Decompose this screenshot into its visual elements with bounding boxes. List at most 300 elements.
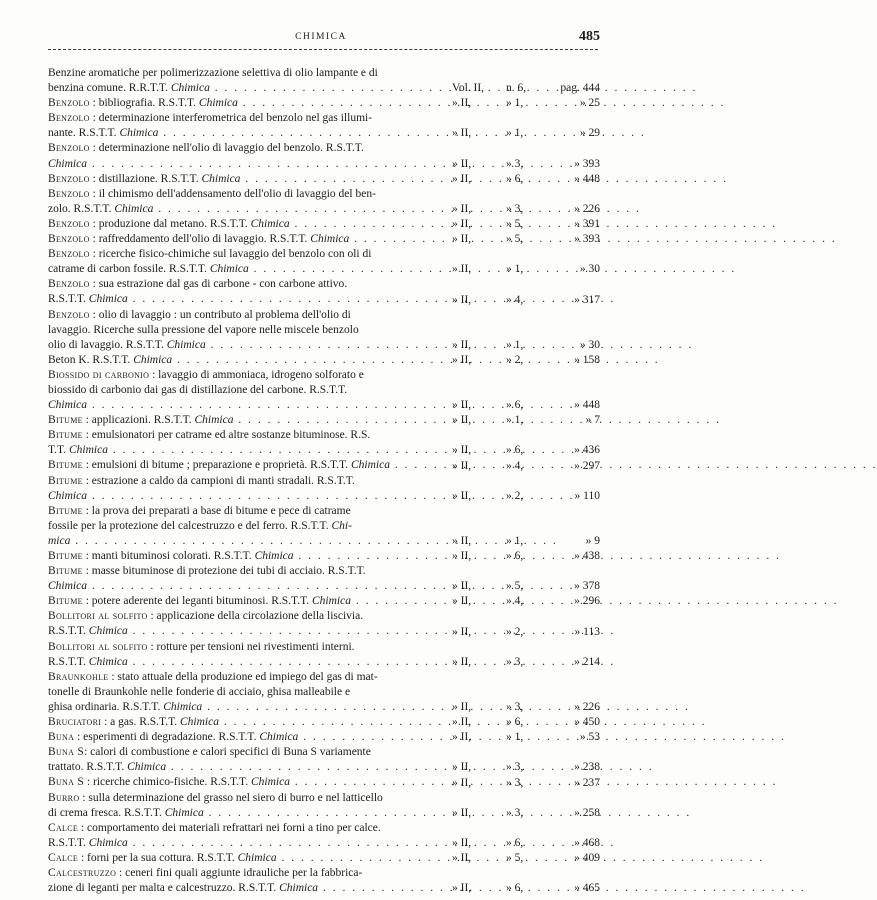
- entry-keyword: Calce: [48, 821, 79, 834]
- volume-ref: » II,: [452, 595, 472, 608]
- index-entry: [48, 715, 600, 730]
- issue-ref: » 3,: [506, 776, 524, 789]
- volume-ref: » II,: [452, 218, 472, 231]
- entry-text: [48, 866, 446, 896]
- entry-reference: [450, 413, 600, 428]
- entry-line: [48, 398, 446, 413]
- entry-line: Biossido di carbonio : lavaggio di ammoniaca, idrogeno solforato e: [48, 368, 364, 381]
- entry-line: benzina comune. R.R.T.T. Chimica . . .: [62, 81, 446, 96]
- volume-ref: » II,: [452, 157, 472, 170]
- entry-keyword: Benzolo: [48, 97, 90, 110]
- entry-reference: [450, 398, 600, 413]
- entry-keyword: Buna S: [48, 776, 85, 789]
- entry-text: [48, 111, 446, 141]
- page-ref: » 53: [579, 731, 600, 744]
- header-rule: [48, 49, 598, 50]
- issue-ref: » 3,: [506, 761, 524, 774]
- volume-ref: » II,: [452, 836, 472, 849]
- volume-ref: » II,: [452, 233, 472, 246]
- page-ref: » 238: [574, 761, 600, 774]
- entry-line: [48, 534, 446, 549]
- entry-text: [48, 851, 446, 866]
- entry-keyword: Benzolo: [48, 233, 90, 246]
- entry-text: [48, 821, 446, 851]
- page-ref: » 450: [574, 716, 600, 729]
- entry-text: [48, 609, 446, 639]
- volume-ref: » II,: [452, 731, 472, 744]
- journal-name: Chimica: [250, 776, 290, 789]
- journal-name: Chimica: [198, 97, 238, 110]
- index-entry: [48, 247, 600, 277]
- entry-line: zione di leganti per malta e calcestruzzo. R.S.T.T. Chimica . . .: [62, 881, 446, 896]
- entry-line: Buna : esperimenti di degradazione. R.S.T.T. Chimica . . .: [62, 730, 446, 745]
- volume-ref: » II,: [452, 716, 472, 729]
- journal-name: Chimica: [250, 217, 290, 230]
- journal-name: Chimica: [209, 263, 249, 276]
- page-ref: » 226: [574, 701, 600, 714]
- entry-line: R.S.T.T. Chimica . . .: [62, 624, 446, 639]
- volume-ref: » II,: [452, 776, 472, 789]
- entry-line: lavaggio. Ricerche sulla pressione del vapore nelle miscele benzolo: [48, 323, 359, 336]
- page-ref: pag. 444: [560, 82, 600, 95]
- journal-name: Chimica: [201, 172, 241, 185]
- issue-ref: » 3,: [506, 806, 524, 819]
- index-entry: [48, 368, 600, 413]
- issue-ref: » 1,: [506, 731, 524, 744]
- entry-line: Calce : forni per la sua cottura. R.S.T.T. Chimica . . .: [62, 851, 446, 866]
- issue-ref: » 1,: [506, 414, 524, 427]
- volume-ref: » II,: [452, 127, 472, 140]
- entry-line: Benzolo : ricerche fisico-chimiche sul lavaggio del benzolo con oli di: [48, 248, 372, 261]
- journal-name: Chimica: [350, 459, 390, 472]
- entry-keyword: Buna S: [48, 746, 85, 759]
- entry-reference: [450, 338, 600, 353]
- entry-line: catrame di carbon fossile. R.S.T.T. Chimica . . .: [62, 262, 446, 277]
- issue-ref: » 6,: [506, 399, 524, 412]
- entry-reference: [450, 172, 600, 187]
- issue-ref: » 1,: [506, 338, 524, 351]
- entry-reference: [450, 700, 600, 715]
- entry-reference: [450, 217, 600, 232]
- entry-text: [48, 66, 446, 96]
- entry-keyword: Benzolo: [48, 187, 90, 200]
- volume-ref: » II,: [452, 97, 472, 110]
- entry-reference: [450, 293, 600, 308]
- entry-line: T.T. Chimica . . .: [62, 443, 446, 458]
- index-entry: [48, 564, 600, 594]
- journal-name: Chimica: [88, 655, 128, 668]
- index-entry: [48, 549, 600, 564]
- entry-line: Bitume : la prova dei preparati a base di bitume e pece di catrame: [48, 504, 351, 517]
- page-ref: » 378: [574, 580, 600, 593]
- journal-name: Chimica: [88, 293, 128, 306]
- entry-line: Bitume : manti bituminosi colorati. R.S.T.T. Chimica . . .: [62, 549, 446, 564]
- entry-text: [48, 141, 446, 171]
- issue-ref: » 6,: [506, 716, 524, 729]
- page-ref: » 113: [574, 625, 600, 638]
- entry-text: [48, 247, 446, 277]
- volume-ref: » II,: [452, 353, 472, 366]
- entry-keyword: Benzolo: [48, 308, 90, 321]
- page-ref: » 258: [574, 806, 600, 819]
- volume-ref: » II,: [452, 263, 472, 276]
- entry-line: Benzine aromatiche per polimerizzazione selettiva di olio lampante e di: [48, 67, 378, 79]
- journal-name: Chimica: [164, 806, 204, 819]
- issue-ref: » 1,: [506, 535, 524, 547]
- index-entry: [48, 413, 600, 428]
- entry-line: Benzolo : determinazione nell'olio di lavaggio del benzolo. R.S.T.T.: [48, 142, 364, 155]
- entry-keyword: Benzolo: [48, 172, 90, 185]
- index-entry: [48, 308, 600, 353]
- journal-name: Chimica: [180, 716, 219, 729]
- index-entry: [48, 428, 600, 458]
- journal-name: Chimica: [88, 836, 128, 849]
- entry-reference: [450, 715, 600, 730]
- page-ref: » 436: [574, 444, 600, 457]
- journal-name: Chimica: [170, 82, 210, 95]
- page-ref: » 9: [585, 535, 600, 547]
- volume-ref: » II,: [452, 172, 472, 185]
- issue-ref: » 3,: [506, 202, 524, 215]
- page-ref: » 214: [574, 655, 600, 668]
- volume-ref: » II,: [452, 399, 472, 412]
- volume-ref: » II,: [452, 459, 472, 472]
- index-entry: [48, 791, 600, 821]
- journal-name: Chimica: [310, 233, 350, 246]
- page-ref: » 448: [574, 172, 600, 185]
- page-ref: » 409: [574, 851, 600, 864]
- entry-text: [48, 715, 446, 730]
- journal-name: Chimica: [312, 595, 351, 608]
- entry-line: Burro : sulla determinazione del grasso nel siero di burro e nel latticello: [48, 791, 383, 804]
- entry-line: Bitume : potere aderente dei leganti bituminosi. R.S.T.T. Chimica . . .: [62, 594, 446, 609]
- issue-ref: » 3,: [506, 701, 524, 714]
- issue-ref: » 3,: [506, 157, 524, 170]
- volume-ref: » II,: [452, 202, 472, 215]
- index-entry: [48, 141, 600, 171]
- entry-line: biossido di carbonio dai gas di distillazione del carbone. R.S.T.T.: [48, 383, 348, 396]
- entry-text: [48, 232, 446, 247]
- volume-ref: » II,: [452, 444, 472, 457]
- entry-line: tonelle di Braunkohle nelle fonderie di acciaio, ghisa malleabile e: [48, 685, 351, 698]
- journal-name: Chimica: [114, 202, 154, 215]
- index-entry: [48, 172, 600, 187]
- entry-reference: [450, 459, 600, 474]
- issue-ref: » 2,: [506, 489, 524, 502]
- entry-reference: [450, 594, 600, 609]
- entry-reference: [450, 157, 600, 172]
- entry-line: trattato. R.S.T.T. Chimica . . .: [62, 760, 446, 775]
- volume-ref: » II,: [452, 293, 472, 306]
- entry-line: Beton K. R.S.T.T. Chimica . . .: [62, 353, 446, 368]
- entry-text: [48, 775, 446, 790]
- entry-line: Bollitori al solfito : applicazione della circolazione della liscivia.: [48, 610, 364, 623]
- index-entry: [48, 851, 600, 866]
- entry-line: Bollitori al solfito : rotture per tensioni nei rivestimenti interni.: [48, 640, 355, 653]
- entry-line: Benzolo : il chimismo dell'addensamento dell'olio di lavaggio del ben-: [48, 187, 376, 200]
- journal-name: Chimica: [48, 399, 87, 412]
- entry-line: Bitume : masse bituminose di protezione dei tubi di acciaio. R.S.T.T.: [48, 565, 366, 578]
- entry-reference: [450, 776, 600, 791]
- running-title: CHIMICA: [295, 32, 347, 42]
- issue-ref: » 2,: [506, 353, 524, 366]
- entry-keyword: Bitume: [48, 474, 83, 487]
- issue-ref: » 5,: [506, 218, 524, 231]
- journal-name: Chimica: [254, 550, 294, 562]
- volume-ref: » II,: [452, 489, 472, 502]
- entry-line: Benzolo : produzione dal metano. R.S.T.T. Chimica . . .: [62, 217, 446, 232]
- entry-reference: [450, 202, 600, 217]
- index-entry: [48, 96, 600, 111]
- entry-line: Benzolo : olio di lavaggio : un contributo al problema dell'olio di: [48, 308, 351, 321]
- issue-ref: » 4,: [506, 595, 524, 608]
- entry-keyword: Bitume: [48, 504, 83, 517]
- page-ref: » 393: [574, 233, 600, 246]
- journal-name: Chimica: [127, 761, 167, 774]
- page-ref: » 158: [574, 353, 600, 366]
- entry-reference: [450, 851, 600, 866]
- issue-ref: » 6,: [506, 172, 524, 185]
- issue-ref: » 6,: [506, 550, 524, 563]
- entry-keyword: Biossido di carbonio: [48, 368, 150, 381]
- entry-text: [48, 594, 446, 609]
- index-entry: [48, 775, 600, 790]
- entry-keyword: Bitume: [48, 459, 83, 472]
- entry-line: Bruciatori : a gas. R.S.T.T. Chimica . . .: [62, 715, 446, 730]
- entry-text: [48, 670, 446, 715]
- issue-ref: » 5,: [506, 233, 524, 246]
- issue-ref: » 5,: [506, 580, 524, 593]
- entry-keyword: Bitume: [48, 550, 83, 562]
- entry-reference: [450, 655, 600, 670]
- volume-ref: » II,: [452, 882, 472, 895]
- journal-name: Chimica: [68, 444, 108, 457]
- page-ref: » 7: [585, 414, 600, 427]
- issue-ref: » 2,: [506, 625, 524, 638]
- index-entry: [48, 458, 600, 473]
- page-ref: » 296: [574, 595, 600, 608]
- entry-keyword: Bitume: [48, 429, 83, 442]
- issue-ref: » 5,: [506, 851, 524, 864]
- issue-ref: » 6,: [506, 444, 524, 457]
- entry-reference: [450, 81, 600, 96]
- entry-line: [48, 489, 446, 504]
- entry-text: [48, 458, 446, 473]
- entry-text: [48, 413, 446, 428]
- entry-reference: [450, 534, 600, 549]
- issue-ref: » 4,: [506, 459, 524, 472]
- journal-name: Chimica: [48, 157, 87, 170]
- entry-keyword: Calcestruzzo: [48, 866, 117, 879]
- journal-name: Chimica: [48, 580, 87, 593]
- volume-ref: » II,: [452, 806, 472, 819]
- journal-name: Chimica: [163, 700, 203, 713]
- index-entry: [48, 277, 600, 307]
- volume-ref: » II,: [452, 580, 472, 593]
- entry-text: [48, 549, 446, 564]
- index-entry: [48, 821, 600, 851]
- entry-text: [48, 353, 446, 368]
- page-ref: » 393: [574, 157, 600, 170]
- entry-keyword: Calce: [48, 851, 79, 864]
- volume-ref: Vol. II,: [452, 82, 485, 95]
- page-ref: » 110: [574, 489, 600, 502]
- entry-reference: [450, 806, 600, 821]
- entry-text: [48, 474, 446, 504]
- issue-ref: » 6,: [506, 882, 524, 895]
- entry-line: Benzolo : determinazione interferometrica del benzolo nel gas illumi-: [48, 112, 373, 125]
- entry-text: [48, 791, 446, 821]
- entry-text: [48, 368, 446, 413]
- entry-keyword: Braunkohle: [48, 670, 109, 683]
- page-ref: » 468: [574, 836, 600, 849]
- entry-keyword: Benzolo: [48, 112, 90, 125]
- entry-reference: [450, 489, 600, 504]
- entry-reference: [450, 353, 600, 368]
- index-entry: [48, 474, 600, 504]
- entry-reference: [450, 760, 600, 775]
- volume-ref: » II,: [452, 851, 472, 864]
- journal-name: mica: [48, 534, 71, 547]
- entry-keyword: Buna: [48, 731, 75, 744]
- entry-text: [48, 564, 446, 594]
- entry-reference: [450, 96, 600, 111]
- entry-line: [48, 579, 446, 594]
- entry-line: Calce : comportamento dei materiali refrattari nei forni a tino per calce.: [48, 821, 381, 834]
- index-list: [48, 66, 600, 896]
- journal-name: Chimica: [237, 851, 277, 864]
- entry-reference: [450, 730, 600, 745]
- entry-text: [48, 640, 446, 670]
- index-entry: [48, 730, 600, 745]
- volume-ref: » II,: [452, 550, 472, 563]
- entry-line: Bitume : estrazione a caldo da campioni di manti stradali. R.S.T.T.: [48, 474, 355, 487]
- entry-line: Calcestruzzo : ceneri fini quali aggiunte idrauliche per la fabbrica-: [48, 866, 363, 879]
- entry-keyword: Bruciatori: [48, 716, 102, 729]
- entry-line: Buna S : ricerche chimico-fisiche. R.S.T.T. Chimica . . .: [62, 775, 446, 790]
- entry-reference: [450, 881, 600, 896]
- entry-keyword: Bollitori al solfito: [48, 640, 148, 653]
- entry-reference: [450, 262, 600, 277]
- entry-keyword: Benzolo: [48, 142, 90, 155]
- index-entry: [48, 745, 600, 775]
- index-entry: [48, 866, 600, 896]
- volume-ref: » II,: [452, 535, 472, 547]
- index-entry: [48, 504, 600, 549]
- entry-keyword: Bitume: [48, 595, 83, 608]
- entry-line: ghisa ordinaria. R.S.T.T. Chimica . . .: [62, 700, 446, 715]
- entry-text: [48, 96, 446, 111]
- entry-text: [48, 504, 446, 549]
- index-entry: [48, 187, 600, 217]
- page-ref: » 237: [574, 776, 600, 789]
- entry-line: Braunkohle : stato attuale della produzione ed impiego del gas di mat-: [48, 670, 378, 683]
- entry-keyword: Bollitori al solfito: [48, 610, 148, 623]
- page-ref: » 30: [579, 263, 600, 276]
- volume-ref: » II,: [452, 414, 472, 427]
- journal-name: Chimica: [166, 338, 206, 351]
- index-entry: [48, 66, 600, 96]
- issue-ref: » 3,: [506, 655, 524, 668]
- entry-text: [48, 745, 446, 775]
- entry-line: R.S.T.T. Chimica . . .: [62, 655, 446, 670]
- entry-keyword: Bitume: [48, 414, 83, 427]
- journal-name: Chimica: [133, 353, 173, 366]
- page-ref: » 438: [574, 550, 600, 563]
- entry-reference: [450, 549, 600, 564]
- entry-reference: [450, 232, 600, 247]
- page-ref: » 226: [574, 202, 600, 215]
- page-ref: » 465: [574, 882, 600, 895]
- entry-text: [48, 277, 446, 307]
- issue-ref: » 1,: [506, 97, 524, 110]
- entry-line: Bitume : emulsionatori per catrame ed altre sostanze bituminose. R.S.: [48, 429, 371, 442]
- page-ref: » 30: [579, 338, 600, 351]
- volume-ref: » II,: [452, 761, 472, 774]
- issue-ref: n. 6,: [506, 82, 527, 95]
- volume-ref: » II,: [452, 701, 472, 714]
- volume-ref: » II,: [452, 655, 472, 668]
- index-entry: [48, 609, 600, 639]
- entry-line: [48, 157, 446, 172]
- entry-line: nante. R.S.T.T. Chimica . . .: [62, 126, 446, 141]
- entry-line: Benzolo : bibliografia. R.S.T.T. Chimica . . .: [62, 96, 446, 111]
- entry-text: [48, 187, 446, 217]
- entry-line: Bitume : applicazioni. R.S.T.T. Chimica . . .: [62, 413, 446, 428]
- journal-name: Chimica: [279, 882, 319, 895]
- entry-line: R.S.T.T. Chimica . . .: [62, 292, 446, 307]
- entry-text: [48, 217, 446, 232]
- issue-ref: » 4,: [506, 293, 524, 306]
- entry-keyword: Benzolo: [48, 278, 90, 291]
- page-ref: » 297: [574, 459, 600, 472]
- volume-ref: » II,: [452, 338, 472, 351]
- journal-name: Chimica: [88, 625, 128, 638]
- index-entry: [48, 111, 600, 141]
- issue-ref: » 6,: [506, 836, 524, 849]
- entry-keyword: Benzolo: [48, 248, 90, 261]
- issue-ref: » 1,: [506, 263, 524, 276]
- journal-name: Chimica: [259, 731, 299, 744]
- entry-keyword: Benzolo: [48, 217, 90, 230]
- entry-reference: [450, 579, 600, 594]
- page-ref: » 317: [574, 293, 600, 306]
- page-ref: » 448: [574, 399, 600, 412]
- entry-line: Benzolo : distillazione. R.S.T.T. Chimica . . .: [62, 172, 446, 187]
- entry-line: Benzolo : raffreddamento dell'olio di lavaggio. R.S.T.T. Chimica . . .: [62, 232, 446, 247]
- entry-text: [48, 730, 446, 745]
- journal-name: Chi-: [331, 519, 352, 532]
- issue-ref: » 1,: [506, 127, 524, 140]
- journal-name: Chimica: [194, 414, 234, 427]
- page-ref: » 391: [574, 218, 600, 231]
- entry-reference: [450, 625, 600, 640]
- page-ref: » 29: [579, 127, 600, 140]
- entry-reference: [450, 836, 600, 851]
- entry-line: olio di lavaggio. R.S.T.T. Chimica . . .: [62, 338, 446, 353]
- entry-keyword: Bitume: [48, 565, 83, 578]
- entry-line: di crema fresca. R.S.T.T. Chimica . . .: [62, 806, 446, 821]
- entry-line: R.S.T.T. Chimica . . .: [62, 836, 446, 851]
- volume-ref: » II,: [452, 625, 472, 638]
- entry-keyword: Burro: [48, 791, 80, 804]
- entry-line: Bitume : emulsioni di bitume ; preparazione e proprietà. R.S.T.T. Chimica . . .: [62, 458, 446, 473]
- index-entry: [48, 217, 600, 232]
- page-number: 485: [579, 29, 600, 44]
- index-entry: [48, 353, 600, 368]
- entry-line: Benzolo : sua estrazione dal gas di carbone - con carbone attivo.: [48, 278, 348, 291]
- entry-line: Buna S: calori di combustione e calori specifici di Buna S variamente: [48, 746, 371, 759]
